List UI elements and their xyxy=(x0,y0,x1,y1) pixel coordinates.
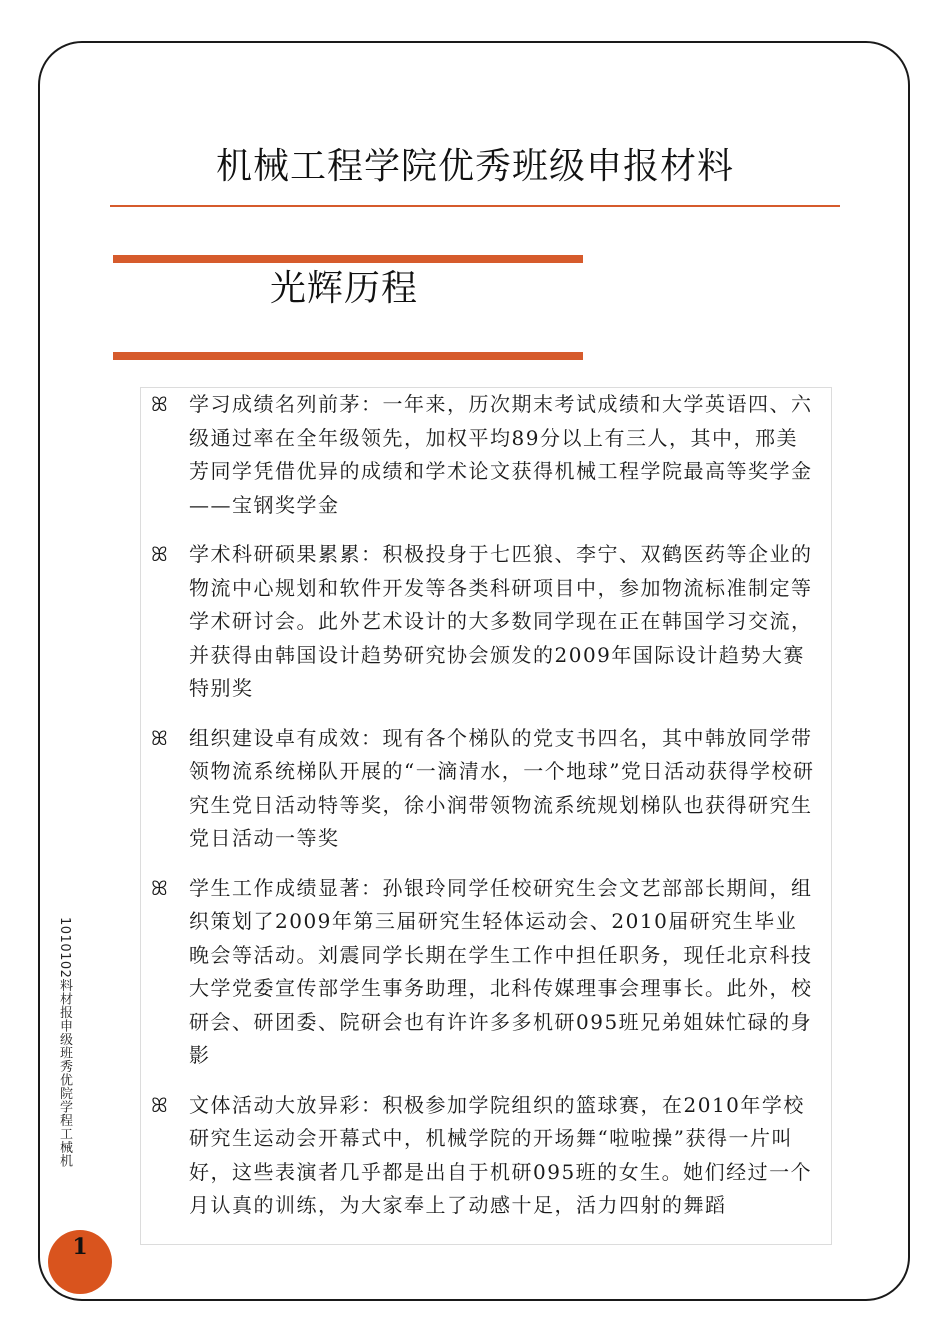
bullet-icon: ꕤ xyxy=(151,1092,170,1117)
list-item xyxy=(141,1089,831,1223)
list-item xyxy=(141,722,831,856)
list-item xyxy=(141,872,831,1073)
bullet-icon: ꕤ xyxy=(151,542,170,566)
bullet-icon: ꕤ xyxy=(151,725,170,750)
list-item-text: 学术科研硕果累累：积极投身于七匹狼、李宁、双鹤医药等企业的物流中心规划和软件开发等各类科研项目中，参加物流标准制定等学术研讨会。此外艺术设计的大多数同学现在正在韩国学习交流，并获得由韩国设计趋势研究协会颁发的2009年国际设计趋势大赛特别奖 xyxy=(189,542,813,700)
list-item xyxy=(141,538,831,706)
title-underline xyxy=(110,205,840,207)
list-item xyxy=(141,388,831,522)
bullet-icon: ꕤ xyxy=(151,392,170,416)
achievement-list xyxy=(141,388,831,1239)
page-number-badge: 1 xyxy=(48,1230,112,1294)
list-item-text: 学习成绩名列前茅：一年来，历次期末考试成绩和大学英语四、六级通过率在全年级领先，加权平均89分以上有三人，其中，邢美芳同学凭借优异的成绩和学术论文获得机械工程学院最高等奖学金——宝钢奖学金 xyxy=(189,392,813,517)
document-title: 机械工程学院优秀班级申报材料 xyxy=(215,146,734,187)
list-item-text: 组织建设卓有成效：现有各个梯队的党支书四名，其中韩放同学带领物流系统梯队开展的“一滴清水，一个地球”党日活动获得学校研究生党日活动特等奖，徐小润带领物流系统规划梯队也获得研究生党日活动一等奖 xyxy=(189,725,815,850)
bullet-icon: ꕤ xyxy=(151,875,170,900)
section-bar-bottom xyxy=(113,352,583,360)
sidebar-vertical-text: 1010102料材报申级班秀优院学程工械机 xyxy=(57,917,72,1168)
section-heading: 光辉历程 xyxy=(270,268,419,309)
list-item-text: 文体活动大放异彩：积极参加学院组织的篮球赛，在2010年学校研究生运动会开幕式中，机械学院的开场舞“啦啦操”获得一片叫好，这些表演者几乎都是出自于机研095班的女生。她们经过一个月认真的训练，为大家奉上了动感十足，活力四射的舞蹈 xyxy=(189,1092,813,1217)
content-box xyxy=(140,387,832,1245)
list-item-text: 学生工作成绩显著：孙银玲同学任校研究生会文艺部部长期间，组织策划了2009年第三届研究生轻体运动会、2010届研究生毕业晚会等活动。刘震同学长期在学生工作中担任职务，现任北京科技大学党委宣传部学生事务助理，北科传媒理事会理事长。此外，校研会、研团委、院研会也有许许多多机研095班兄弟姐妹忙碌的身影 xyxy=(189,875,813,1067)
